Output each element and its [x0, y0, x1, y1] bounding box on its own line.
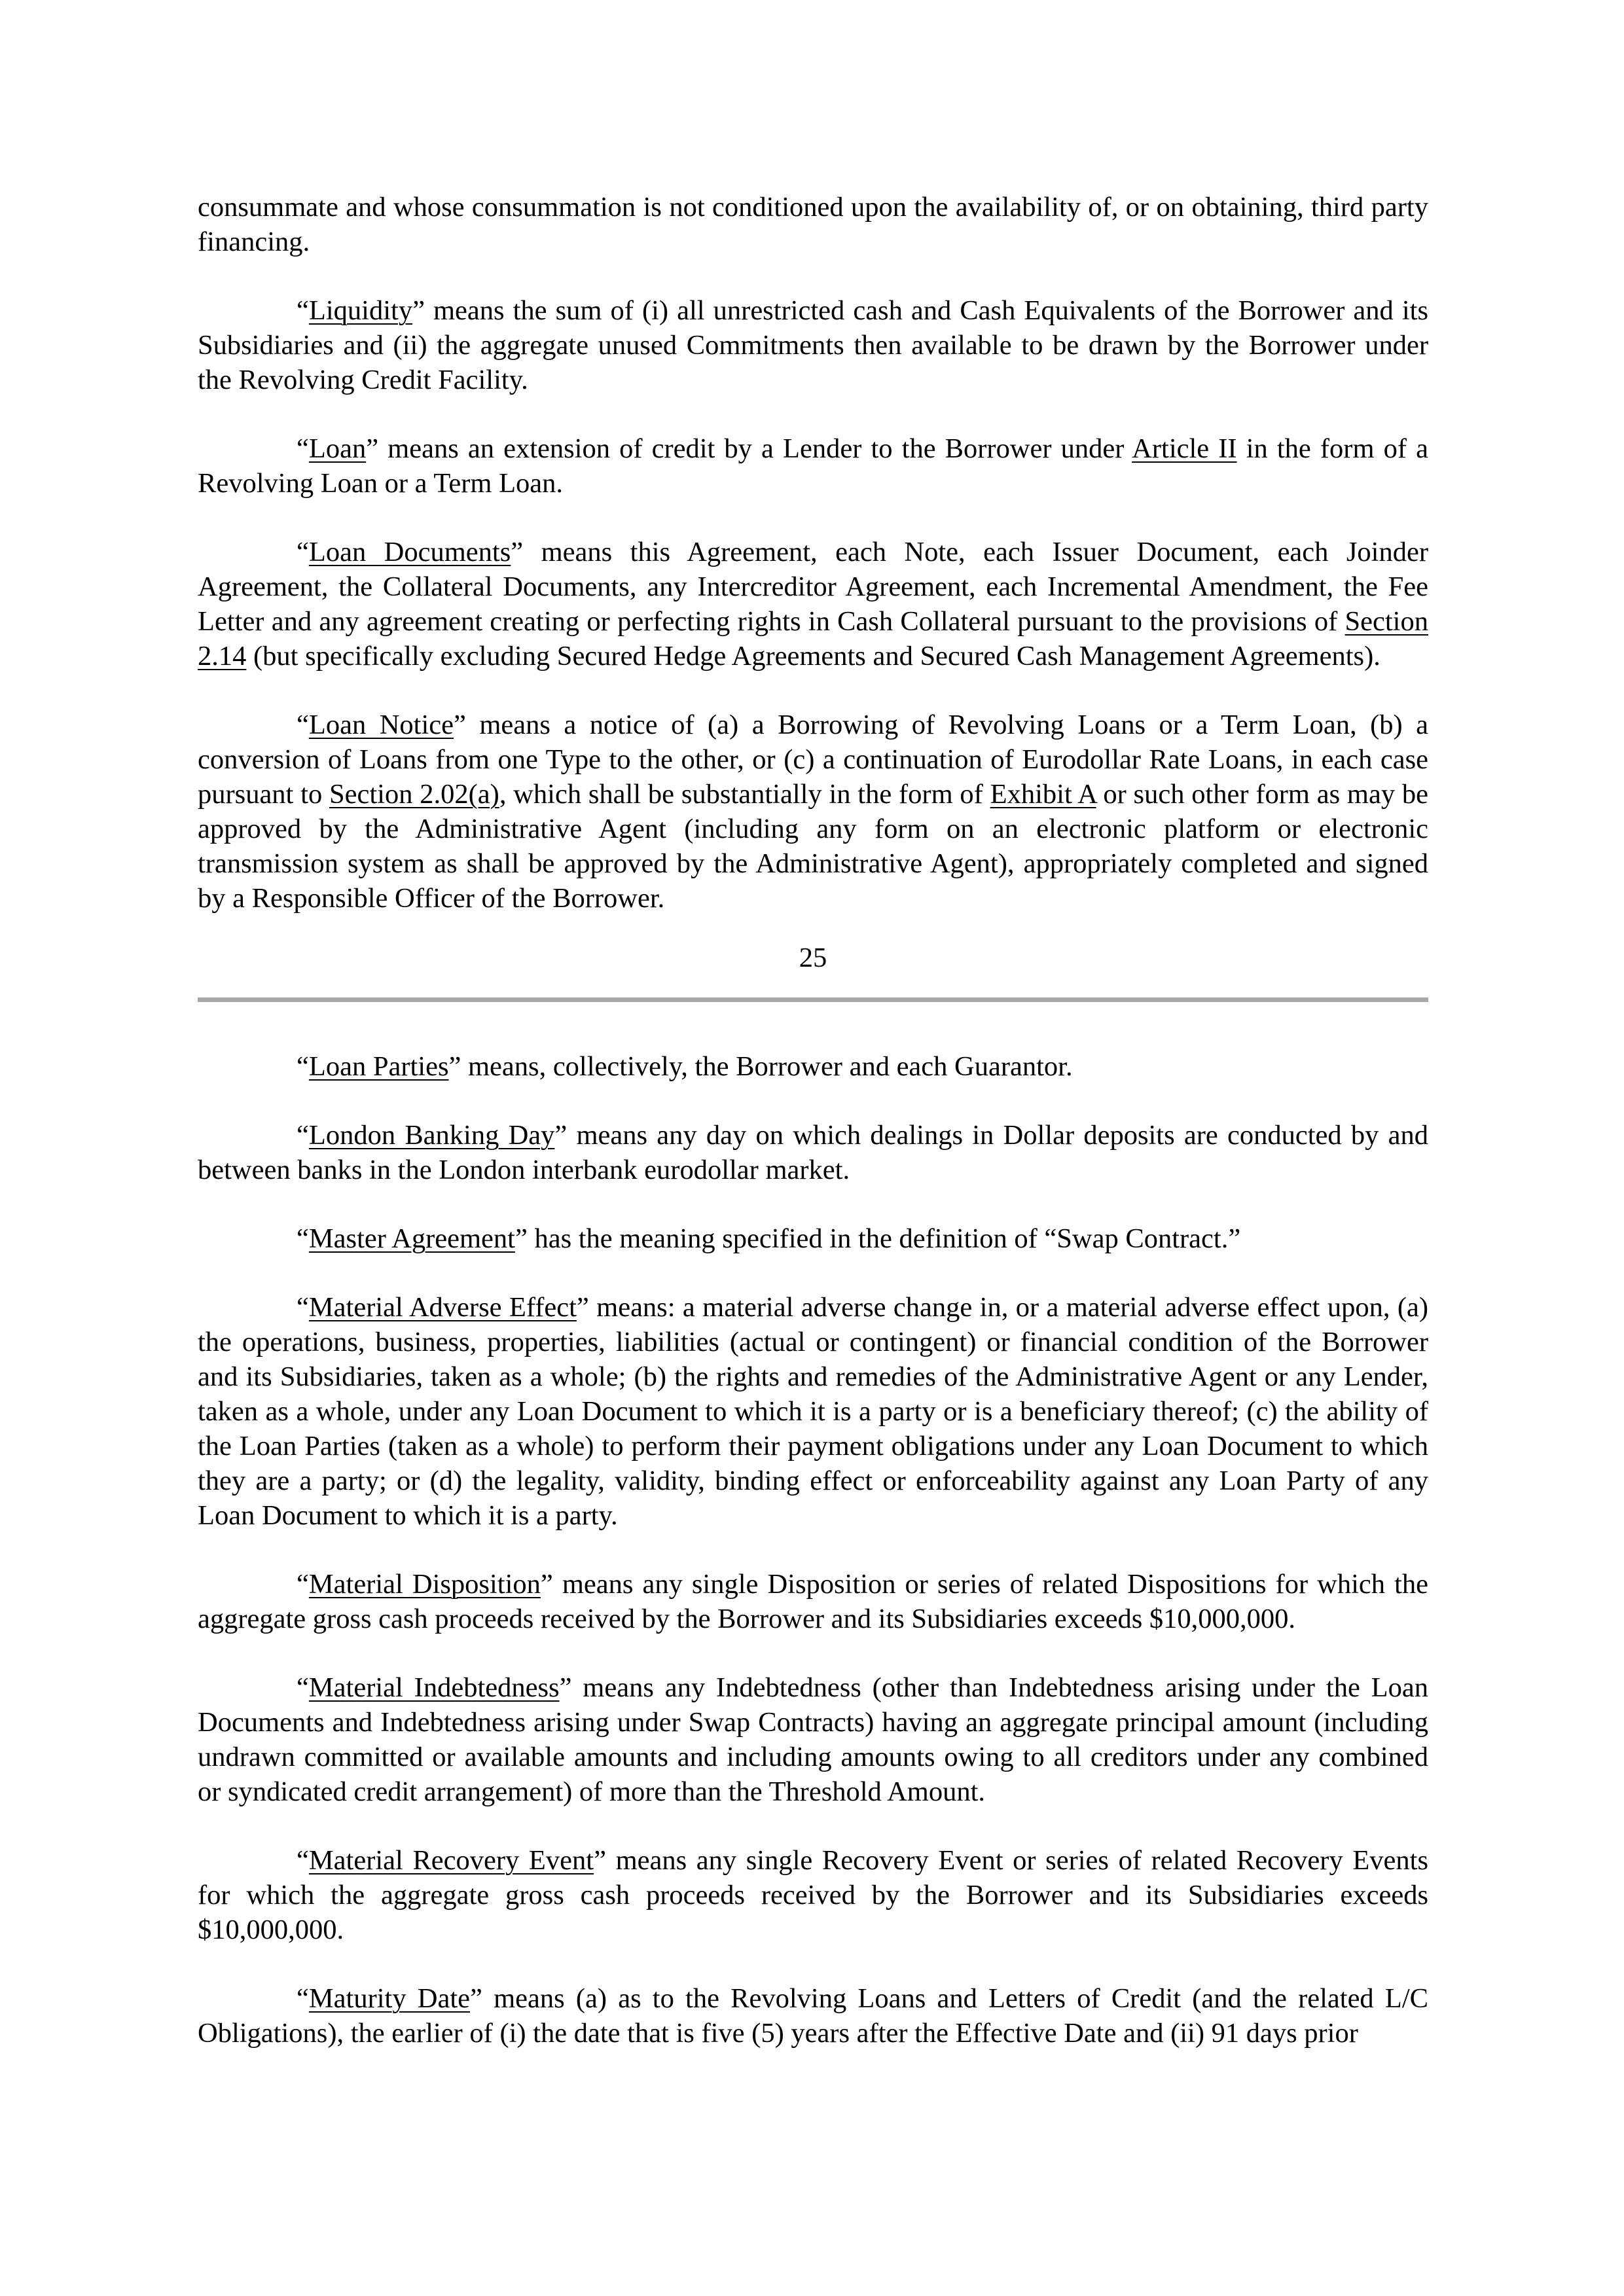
cross-reference-section: Section 2.14 — [198, 606, 1428, 672]
definition-master-agreement — [198, 1221, 1428, 1256]
defined-term: Master Agreement — [308, 1223, 515, 1254]
definition-text: in the form of a Revolving Loan or a Term Loan. — [198, 433, 1428, 499]
definition-text: or such other form as may be approved by the Administrative Agent (including any form on an electronic platform or electronic transmission system as shall be approved by the Administrative Agent), appropriately completed and signed by a Responsible Officer of the Borrower. — [198, 779, 1429, 914]
defined-term: Liquidity — [308, 295, 413, 326]
open-quote: “ — [297, 1120, 309, 1151]
defined-term: Loan Notice — [308, 709, 454, 740]
definition-text: ” means any single Disposition or series of related Dispositions for which the aggregate gross cash proceeds received by the Borrower and its Subsidiaries exceeds $10,000,000. — [198, 1569, 1428, 1634]
open-quote: “ — [297, 1983, 309, 2014]
definition-text: ” means a notice of (a) a Borrowing of Revolving Loans or a Term Loan, (b) a conversion of Loans from one Type to the other, or (c) a continuation of Eurodollar Rate Loans, in each case pursuant to — [198, 709, 1428, 810]
definition-material-disposition — [198, 1567, 1428, 1636]
defined-term: Material Indebtedness — [308, 1672, 560, 1703]
definition-text: (but specifically excluding Secured Hedge Agreements and Secured Cash Management Agreements). — [246, 641, 1380, 672]
definition-material-adverse-effect — [198, 1290, 1428, 1533]
definition-loan — [198, 431, 1428, 501]
paragraph-continuation — [198, 190, 1428, 259]
definition-text: , which shall be substantially in the form of — [499, 779, 990, 810]
page-number: 25 — [799, 942, 827, 973]
definition-loan-notice — [198, 708, 1428, 916]
open-quote: “ — [297, 1051, 309, 1082]
open-quote: “ — [297, 1672, 309, 1703]
definition-text: ” means (a) as to the Revolving Loans and Letters of Credit (and the related L/C Obligations), the earlier of (i) the date that is five (5) years after the Effective Date and (ii) 91 days prior — [198, 1983, 1428, 2049]
open-quote: “ — [297, 1292, 309, 1323]
cross-reference-exhibit: Exhibit A — [990, 779, 1096, 810]
definition-text: ” has the meaning specified in the definition of “Swap Contract.” — [514, 1223, 1241, 1254]
defined-term: London Banking Day — [308, 1120, 555, 1151]
definition-liquidity — [198, 293, 1428, 397]
definition-text: ” means, collectively, the Borrower and each Guarantor. — [448, 1051, 1073, 1082]
definition-text: ” means any single Recovery Event or series of related Recovery Events for which the aggregate gross cash proceeds received by the Borrower and its Subsidiaries exceeds $10,000,000. — [198, 1845, 1428, 1945]
definition-london-banking-day — [198, 1118, 1428, 1187]
definition-text: ” means: a material adverse change in, or a material adverse effect upon, (a) the operations, business, properties, liabilities (actual or contingent) or financial condition of the Borrower and its Subsidiaries, taken as a whole; (b) the rights and remedies of the Administrative Agent or any Lender, taken as a whole, under any Loan Document to which it is a party or is a beneficiary thereof; (c) the ability of the Loan Parties (taken as a whole) to perform their payment obligations under any Loan Document to which they are a party; or (d) the legality, validity, binding effect or enforceability against any Loan Party of any Loan Document to which it is a party. — [198, 1292, 1428, 1531]
cross-reference-article: Article II — [1132, 433, 1237, 464]
open-quote: “ — [297, 709, 309, 740]
definition-loan-parties — [198, 1049, 1428, 1084]
open-quote: “ — [297, 1845, 309, 1876]
open-quote: “ — [297, 295, 309, 326]
definition-maturity-date — [198, 1981, 1428, 2051]
defined-term: Material Recovery Event — [308, 1845, 594, 1876]
defined-term: Maturity Date — [308, 1983, 471, 2014]
defined-term: Material Disposition — [308, 1569, 541, 1600]
defined-term: Loan Parties — [308, 1051, 449, 1082]
defined-term: Material Adverse Effect — [308, 1292, 577, 1323]
definition-material-recovery-event — [198, 1843, 1428, 1947]
open-quote: “ — [297, 433, 309, 464]
defined-term: Loan — [308, 433, 367, 464]
definition-text: ” means the sum of (i) all unrestricted cash and Cash Equivalents of the Borrower and its Subsidiaries and (ii) the aggregate unused Commitments then available to be drawn by the Borrower under the Revolving Credit Facility. — [198, 295, 1428, 395]
open-quote: “ — [297, 1223, 309, 1254]
definition-text: ” means this Agreement, each Note, each Issuer Document, each Joinder Agreement, the Collateral Documents, any Intercreditor Agreement, each Incremental Amendment, the Fee Letter and any agreement creating or perfecting rights in Cash Collateral pursuant to the provisions of — [198, 537, 1428, 637]
definition-loan-documents — [198, 535, 1428, 673]
page-divider — [198, 997, 1428, 1002]
definition-text: ” means any day on which dealings in Dollar deposits are conducted by and between banks in the London interbank eurodollar market. — [198, 1120, 1428, 1185]
defined-term: Loan Documents — [308, 537, 511, 567]
definition-text: ” means an extension of credit by a Lender to the Borrower under — [366, 433, 1132, 464]
definition-text: ” means any Indebtedness (other than Indebtedness arising under the Loan Documents and Indebtedness arising under Swap Contracts) having an aggregate principal amount (including undrawn committed or available amounts and including amounts owing to all creditors under any combined or syndicated credit arrangement) of more than the Threshold Amount. — [198, 1672, 1428, 1807]
open-quote: “ — [297, 537, 309, 567]
paragraph-text: consummate and whose consummation is not conditioned upon the availability of, or on obtaining, third party financing. — [198, 192, 1428, 257]
cross-reference-section: Section 2.02(a) — [329, 779, 499, 810]
definition-material-indebtedness — [198, 1670, 1428, 1809]
open-quote: “ — [297, 1569, 309, 1600]
document-page — [198, 190, 1428, 2085]
